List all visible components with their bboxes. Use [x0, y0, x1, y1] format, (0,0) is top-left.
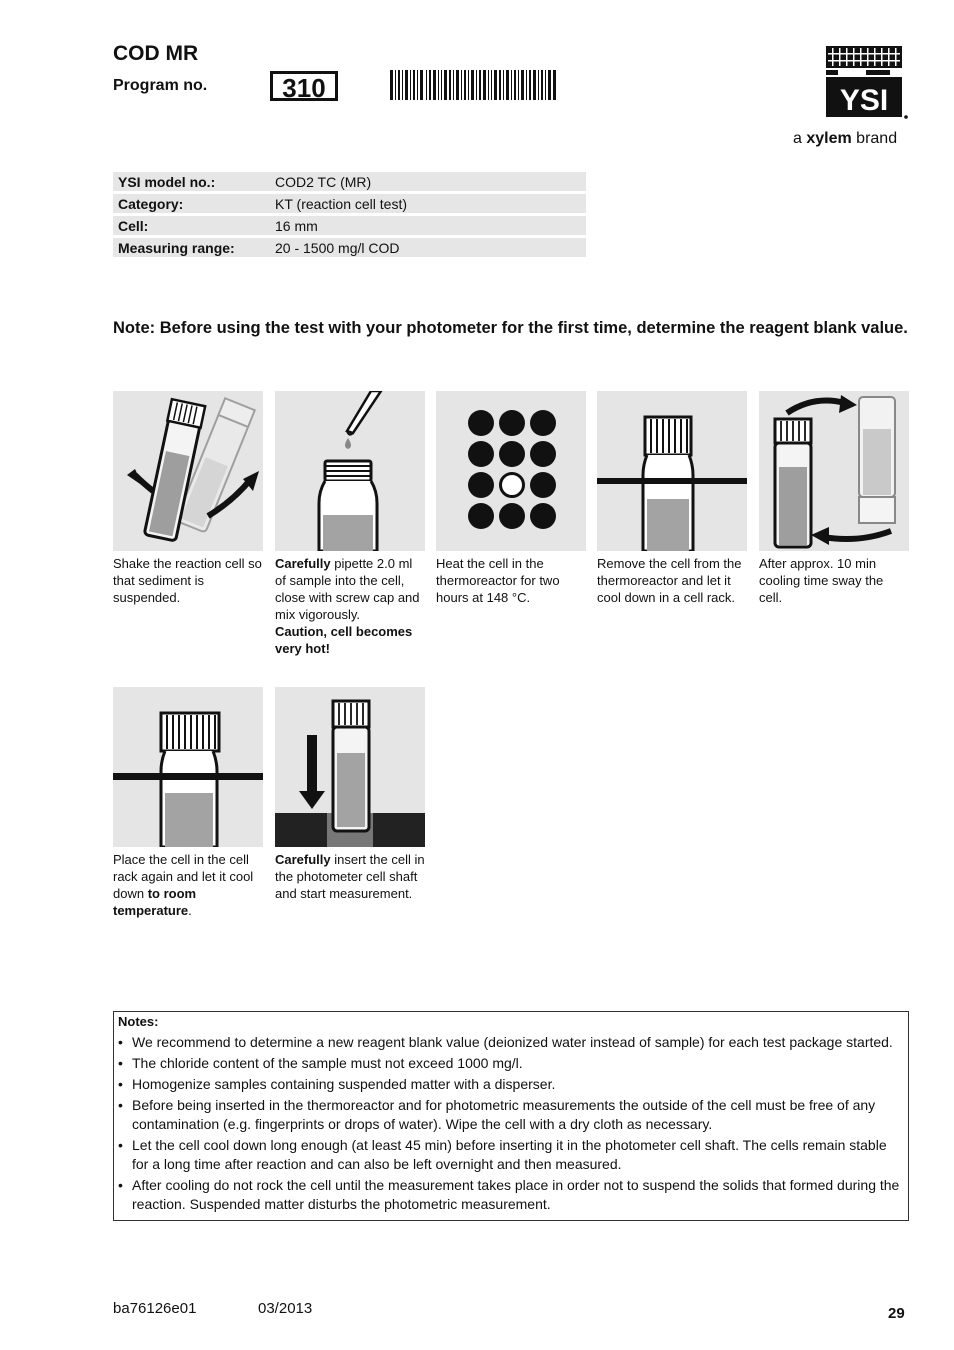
info-table	[113, 169, 586, 260]
cell-rack-cool-icon	[113, 687, 263, 847]
step-1	[113, 391, 263, 606]
step-1-caption	[113, 555, 263, 606]
caption-text: Shake the reaction cell so that sediment is suspended.	[113, 556, 262, 605]
note-item-text: We recommend to determine a new reagent blank value (deionized water instead of sample) for each test package started.	[132, 1034, 893, 1050]
info-value: COD2 TC (MR)	[270, 172, 586, 191]
bullet-icon: •	[118, 1076, 123, 1092]
caption-text: Heat the cell in the thermoreactor for two hours at 148 °C.	[436, 556, 560, 605]
note-item	[118, 1033, 902, 1052]
pipette-icon	[275, 391, 425, 551]
shake-cell-icon	[113, 391, 263, 551]
info-row	[113, 172, 586, 191]
footer-date: 03/2013	[258, 1300, 313, 1317]
note-item	[118, 1136, 902, 1174]
step-2-caption	[275, 555, 425, 657]
step-4	[597, 391, 747, 606]
step-5-caption	[759, 555, 909, 606]
caption-text: Remove the cell from the thermoreactor and let it cool down in a cell rack.	[597, 556, 742, 605]
step-5	[759, 391, 909, 606]
note-text: Note: Before using the test with your photometer for the first time, determine the reagent blank value.	[113, 319, 908, 337]
bullet-icon: •	[118, 1034, 123, 1050]
notes-list	[118, 1033, 902, 1214]
note-item	[118, 1054, 902, 1073]
note-item-text: After cooling do not rock the cell until the measurement takes place in order not to suspend the solids that formed during the reaction. Suspended matter disturbs the photometric measurement.	[132, 1177, 900, 1212]
step-6-caption	[113, 851, 263, 919]
info-value: KT (reaction cell test)	[270, 194, 586, 213]
notes-title: Notes:	[118, 1014, 159, 1029]
bullet-icon: •	[118, 1177, 123, 1193]
info-row	[113, 238, 586, 257]
caption-text: pipette 2.0 ml of sample into the cell, close with screw cap and mix vigorously.	[275, 556, 420, 622]
bullet-icon: •	[118, 1097, 123, 1113]
barcode-icon	[390, 70, 556, 100]
info-value: 20 - 1500 mg/l COD	[270, 238, 586, 257]
caption-text: Carefully	[275, 852, 331, 867]
info-key: YSI model no.:	[113, 172, 270, 191]
info-row	[113, 216, 586, 235]
step-3-caption	[436, 555, 586, 606]
note-item	[118, 1075, 902, 1094]
info-key: Cell:	[113, 216, 270, 235]
step-3	[436, 391, 586, 606]
step-6	[113, 687, 263, 919]
bullet-icon: •	[118, 1137, 123, 1153]
note-item-text: The chloride content of the sample must not exceed 1000 mg/l.	[132, 1055, 523, 1071]
note-item-text: Homogenize samples containing suspended matter with a disperser.	[132, 1076, 556, 1092]
caption-text: Carefully	[275, 556, 331, 571]
notes-box	[113, 1011, 909, 1221]
footer-doc-code: ba76126e01	[113, 1300, 197, 1317]
bullet-icon: •	[118, 1055, 123, 1071]
note-item-text: Let the cell cool down long enough (at least 45 min) before inserting it in the photometer cell shaft. The cells remain stable for a long time after reaction and can also be left overnight and then measured.	[132, 1137, 887, 1172]
info-key: Measuring range:	[113, 238, 270, 257]
info-row	[113, 194, 586, 213]
step-2	[275, 391, 425, 657]
caption-text: insert the cell in the photometer cell shaft and start measurement.	[275, 852, 425, 901]
step-7	[275, 687, 425, 902]
thermoreactor-icon	[436, 391, 586, 551]
caption-text: Place the cell in the cell rack again and let it cool down	[113, 852, 254, 901]
info-value: 16 mm	[270, 216, 586, 235]
caption-text: to room temperature	[113, 886, 197, 918]
caption-text: After approx. 10 min cooling time sway the cell.	[759, 556, 884, 605]
sway-cell-icon	[759, 391, 909, 551]
caption-text: Caution, cell becomes very hot!	[275, 624, 413, 656]
note-item-text: Before being inserted in the thermoreactor and for photometric measurements the outside of the cell must be free of any contamination (e.g. fingerprints or drops of water). Wipe the cell with a dry cloth as necessary.	[132, 1097, 876, 1132]
page-number: 29	[888, 1305, 905, 1322]
page-title: COD MR	[113, 42, 199, 65]
program-number: 310	[270, 71, 338, 101]
program-label: Program no.	[113, 77, 208, 94]
step-7-caption	[275, 851, 425, 902]
svg-text:YSI: YSI	[839, 84, 889, 117]
info-key: Category:	[113, 194, 270, 213]
note-item	[118, 1176, 902, 1214]
brand-tagline: a xylem brand	[793, 130, 898, 147]
caption-text: .	[188, 903, 192, 918]
ysi-logo	[826, 46, 910, 120]
step-4-caption	[597, 555, 747, 606]
cell-rack-icon	[597, 391, 747, 551]
insert-cell-icon	[275, 687, 425, 847]
note-item	[118, 1096, 902, 1134]
